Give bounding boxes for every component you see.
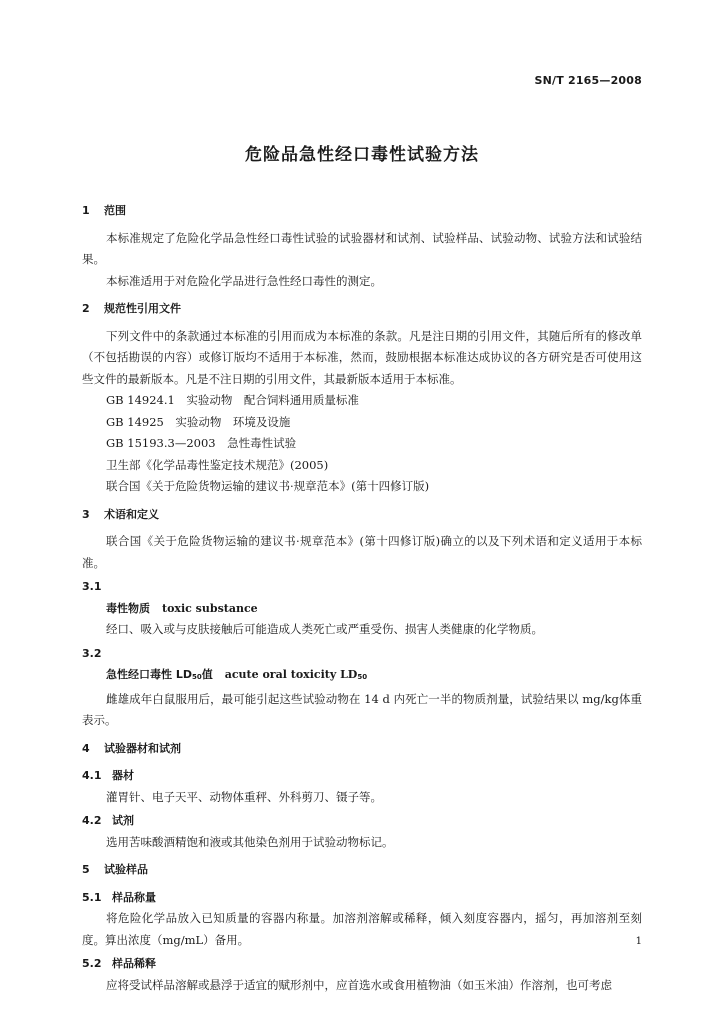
term-definition: 雌雄成年白鼠服用后，最可能引起这些试验动物在 14 d 内死亡一半的物质剂量，试验结果以 mg/kg体重表示。 <box>82 691 642 727</box>
document-body <box>82 196 642 996</box>
term-heading: 毒性物质 toxic substance <box>106 601 258 615</box>
section-heading-3: 3 术语和定义 <box>82 507 159 521</box>
paragraph: 灌胃针、电子天平、动物体重秤、外科剪刀、镊子等。 <box>106 789 382 804</box>
page-number: 1 <box>635 936 642 947</box>
subsection-heading: 4.1 器材 <box>82 769 134 782</box>
subsection-heading: 4.2 试剂 <box>82 814 134 827</box>
section-heading-5: 5 试验样品 <box>82 863 148 876</box>
paragraph: 将危险化学品放入已知质量的容器内称量。加溶剂溶解或稀释，倾入刻度容器内，摇匀，再加溶剂至刻度。算出浓度（mg/mL）备用。 <box>82 911 642 947</box>
reference-item: GB 14924.1 实验动物 配合饲料通用质量标准 <box>106 393 359 407</box>
section-heading-1: 1 范围 <box>82 204 126 217</box>
paragraph: 选用苦味酸酒精饱和液或其他染色剂用于试验动物标记。 <box>106 834 394 849</box>
subsection-heading: 5.2 样品稀释 <box>82 957 156 970</box>
paragraph: 联合国《关于危险货物运输的建议书·规章范本》(第十四修订版)确立的以及下列术语和定义适用于本标准。 <box>82 534 642 570</box>
reference-item: 卫生部《化学品毒性鉴定技术规范》(2005) <box>106 457 329 472</box>
standard-number: SN/T 2165—2008 <box>534 74 642 87</box>
section-heading-4: 4 试验器材和试剂 <box>82 741 181 755</box>
paragraph: 应将受试样品溶解或悬浮于适宜的赋形剂中，应首选水或食用植物油（如玉米油）作溶剂，也可考虑 <box>106 977 612 992</box>
term-heading: 急性经口毒性 LD50值 acute oral toxicity LD50 <box>106 668 368 681</box>
subsection-heading: 5.1 样品称量 <box>82 890 156 904</box>
reference-item: GB 15193.3—2003 急性毒性试验 <box>106 436 297 450</box>
term-definition: 经口、吸入或与皮肤接触后可能造成人类死亡或严重受伤、损害人类健康的化学物质。 <box>106 622 543 636</box>
term-number: 3.2 <box>82 646 102 660</box>
document-title: 危险品急性经口毒性试验方法 <box>245 145 479 165</box>
paragraph: 本标准适用于对危险化学品进行急性经口毒性的测定。 <box>106 273 382 288</box>
paragraph: 本标准规定了危险化学品急性经口毒性试验的试验器材和试剂、试验样品、试验动物、试验方法和试验结果。 <box>82 230 642 266</box>
paragraph: 下列文件中的条款通过本标准的引用而成为本标准的条款。凡是注日期的引用文件，其随后所有的修改单（不包括勘误的内容）或修订版均不适用于本标准，然而，鼓励根据本标准达成协议的各方研究是否可使用这些文件的最新版本。凡是不注日期的引用文件，其最新版本适用于本标准。 <box>82 328 642 386</box>
reference-item: GB 14925 实验动物 环境及设施 <box>106 414 291 429</box>
section-heading-2: 2 规范性引用文件 <box>82 302 181 315</box>
reference-item: 联合国《关于危险货物运输的建议书·规章范本》(第十四修订版) <box>106 479 430 493</box>
term-number: 3.1 <box>82 580 102 593</box>
